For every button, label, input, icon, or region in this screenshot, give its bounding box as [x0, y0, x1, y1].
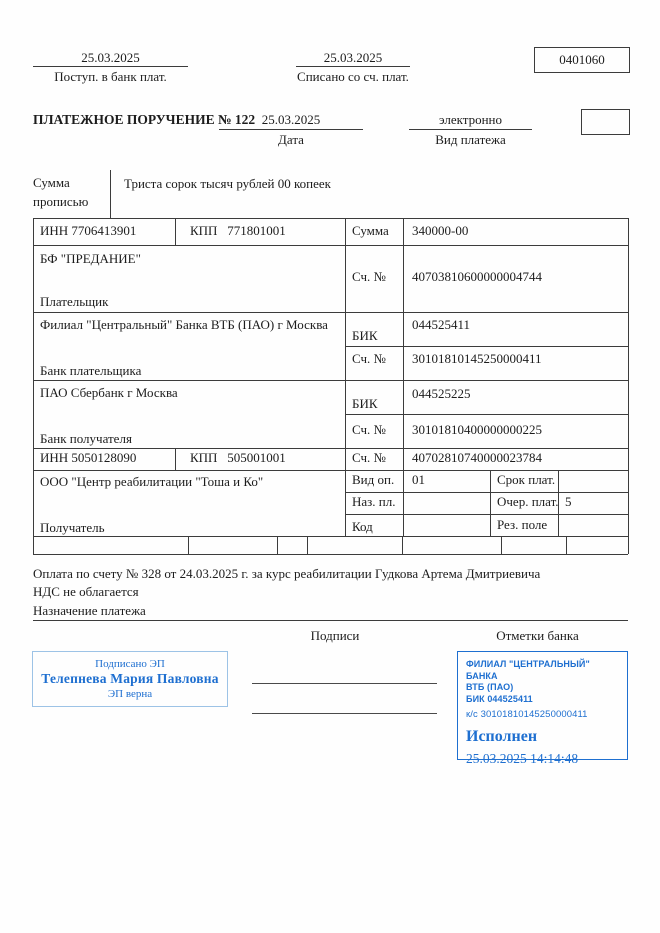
payee-bank-account: 30101810400000000225 [412, 422, 542, 437]
debited-date-caption: Списано со сч. плат. [297, 69, 409, 84]
sum-value: 340000-00 [412, 223, 469, 238]
status-field-box [581, 109, 630, 135]
form-code: 0401060 [559, 52, 605, 67]
bank-execution-stamp [457, 651, 628, 767]
signature-line-2 [252, 713, 437, 714]
payer-bank-account-label: Сч. № [352, 351, 386, 366]
document-date-underline [219, 129, 363, 130]
payer-inn: ИНН 7706413901 [40, 223, 137, 238]
table-line [628, 218, 629, 554]
payee-caption: Получатель [40, 520, 105, 535]
table-line [33, 448, 628, 449]
signatures-title: Подписи [310, 628, 360, 643]
table-line [345, 492, 628, 493]
table-line [33, 380, 628, 381]
table-line [345, 514, 628, 515]
payee-bank-bik-label: БИК [352, 396, 378, 411]
payee-bank-account-label: Сч. № [352, 422, 386, 437]
payer-bank-caption: Банк плательщика [40, 363, 142, 378]
received-date: 25.03.2025 [81, 50, 140, 65]
payee-bank-name: ПАО Сбербанк г Москва [40, 385, 178, 400]
stamp-status: Исполнен [466, 728, 538, 746]
purpose-underline [33, 620, 628, 621]
table-line [501, 536, 502, 554]
payee-account-label: Сч. № [352, 450, 386, 465]
purpose-code-label: Наз. пл. [352, 494, 396, 509]
esign-stamp [32, 651, 228, 707]
document-title: ПЛАТЕЖНОЕ ПОРУЧЕНИЕ № 122 [33, 112, 256, 127]
payer-bank-name: Филиал "Центральный" Банка ВТБ (ПАО) г Москва [40, 317, 328, 332]
op-kind-label: Вид оп. [352, 472, 395, 487]
payer-bank-bik-label: БИК [352, 328, 378, 343]
due-date-label: Срок плат. [497, 472, 556, 487]
payment-kind-caption: Вид платежа [435, 132, 506, 147]
table-line [402, 536, 403, 554]
table-line [33, 245, 628, 246]
reserve-field-label: Рез. поле [497, 517, 548, 532]
table-line [33, 218, 628, 219]
debited-date-underline [296, 66, 410, 67]
payee-account: 40702810740000023784 [412, 450, 542, 465]
table-line [490, 470, 491, 536]
table-line [188, 536, 189, 554]
received-date-underline [33, 66, 188, 67]
table-line [345, 218, 346, 536]
payer-name: БФ "ПРЕДАНИЕ" [40, 251, 141, 266]
table-line [33, 218, 34, 554]
payee-bank-caption: Банк получателя [40, 431, 132, 446]
form-code-box [534, 47, 630, 73]
purpose-caption: Назначение платежа [33, 603, 146, 618]
table-line [33, 470, 628, 471]
payer-account: 40703810600000004744 [412, 269, 542, 284]
payer-kpp: КПП 771801001 [190, 223, 286, 238]
esign-signer-name: Телепнева Мария Павловна [41, 671, 219, 686]
table-line [33, 554, 628, 555]
payer-bank-account: 30101810145250000411 [412, 351, 542, 366]
payer-caption: Плательщик [40, 294, 109, 309]
table-line [33, 312, 628, 313]
amount-words-value: Триста сорок тысяч рублей 00 копеек [124, 176, 331, 191]
table-line [277, 536, 278, 554]
received-date-caption: Поступ. в банк плат. [54, 69, 167, 84]
payment-kind-underline [409, 129, 532, 130]
table-line [403, 218, 404, 536]
payee-inn: ИНН 5050128090 [40, 450, 137, 465]
code-label: Код [352, 519, 373, 534]
document-date: 25.03.2025 [261, 112, 321, 127]
stamp-bank-name-line2: ВТБ (ПАО) [466, 682, 514, 693]
esign-valid-label: ЭП верна [107, 688, 153, 700]
table-line [175, 218, 176, 245]
op-kind-value: 01 [412, 472, 425, 487]
payment-kind-value: электронно [438, 112, 502, 127]
table-line [345, 414, 628, 415]
table-line [307, 536, 308, 554]
stamp-bank-name-line1: ФИЛИАЛ "ЦЕНТРАЛЬНЫЙ" БАНКА [466, 659, 590, 681]
payee-name: ООО "Центр реабилитации "Тоша и Ко" [40, 474, 264, 489]
signature-line-1 [252, 683, 437, 684]
purpose-line2: НДС не облагается [33, 584, 139, 599]
table-line [33, 536, 628, 537]
stamp-bank-bik: БИК 044525411 [466, 694, 533, 705]
payer-account-label: Сч. № [352, 269, 386, 284]
document-date-caption: Дата [278, 132, 304, 147]
esign-signed-label: Подписано ЭП [95, 658, 165, 670]
sum-label: Сумма [352, 223, 389, 238]
payee-kpp: КПП 505001001 [190, 450, 286, 465]
purpose-line1: Оплата по счету № 328 от 24.03.2025 г. за курс реабилитации Гудкова Артема Дмитриевича [33, 566, 541, 581]
debited-date: 25.03.2025 [323, 50, 383, 65]
priority-label: Очер. плат. [497, 494, 559, 509]
table-line [175, 448, 176, 470]
table-line [566, 536, 567, 554]
bank-marks-title: Отметки банка [496, 628, 579, 643]
payer-bank-bik: 044525411 [412, 317, 471, 332]
amount-words-divider [110, 170, 111, 218]
stamp-bank-corr-account: к/с 30101810145250000411 [466, 708, 588, 720]
table-line [345, 346, 628, 347]
payee-bank-bik: 044525225 [412, 386, 471, 401]
priority-value: 5 [565, 494, 572, 509]
amount-words-label: Сумма прописью [33, 175, 89, 209]
stamp-datetime: 25.03.2025 14:14:48 [466, 751, 579, 767]
